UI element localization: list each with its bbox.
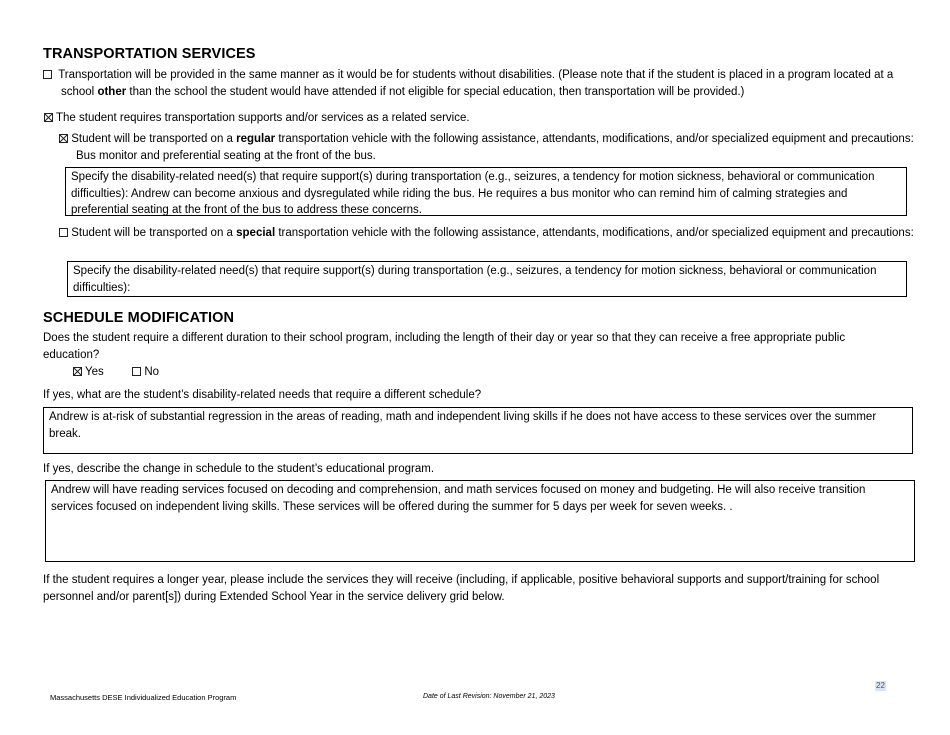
related-service-text: The student requires transportation supports and/or services as a related service.	[56, 112, 470, 124]
schedule-question: Does the student require a different duration to their school program, including the length of their day or year so that they can receive a free appropriate public education?	[43, 332, 846, 361]
same-manner-option	[43, 67, 911, 100]
same-manner-text-post: than the school the student would have attended if not eligible for special education, then transportation will be provided.)	[126, 85, 745, 98]
same-manner-text-pre: Transportation will be provided in the same manner as it would be for students without disabilities. (Please note that if the student is placed in a program located at a school	[58, 69, 894, 98]
regular-vehicle-needs-text: Specify the disability-related need(s) that require support(s) during transportation (e.g., seizures, a tendency for motion sickness, behavioral or communication difficulties): Andrew can become anxious and dysregulated while riding the bus. He requires a bus monitor who can remind him of calming strategies and preferential seating at the front of the bus to address these concerns.	[71, 171, 875, 216]
special-vehicle-text-pre: Student will be transported on a	[71, 227, 237, 239]
special-vehicle-needs-box[interactable]	[67, 261, 907, 297]
same-manner-text-bold: other	[97, 85, 127, 98]
no-checkbox[interactable]	[132, 367, 141, 376]
yes-checkbox[interactable]	[73, 367, 82, 376]
regular-vehicle-text-post: transportation vehicle with the following assistance, attendants, modifications, and/or specialized equipment and precautions: Bus monitor and preferential seating at the front of the bus.	[76, 133, 914, 162]
needs-prompt: If yes, what are the student’s disability-related needs that require a different schedule?	[43, 389, 482, 401]
yes-label: Yes	[85, 366, 104, 378]
no-label: No	[144, 366, 160, 378]
change-prompt: If yes, describe the change in schedule to the student’s educational program.	[43, 463, 435, 475]
special-vehicle-option	[59, 225, 918, 242]
regular-vehicle-needs-box[interactable]	[65, 167, 907, 216]
special-vehicle-needs-text: Specify the disability-related need(s) that require support(s) during transportation (e.g., seizures, a tendency for motion sickness, behavioral or communication difficulties):	[73, 265, 877, 294]
needs-answer-box[interactable]	[43, 407, 913, 454]
special-vehicle-text-post: transportation vehicle with the following assistance, attendants, modifications, and/or specialized equipment and precautions:	[275, 227, 914, 239]
schedule-heading: SCHEDULE MODIFICATION	[43, 310, 235, 326]
regular-vehicle-text-bold: regular	[236, 133, 276, 145]
related-service-option	[44, 110, 894, 127]
regular-vehicle-checkbox[interactable]	[59, 134, 68, 143]
change-answer-text: Andrew will have reading services focused on decoding and comprehension, and math services focused on money and budgeting. He will also receive transition services focused on independent living skills. These services will be offered during the summer for 5 days per week for seven weeks. .	[51, 484, 866, 513]
regular-vehicle-text-pre: Student will be transported on a	[71, 133, 237, 145]
needs-answer-text: Andrew is at-risk of substantial regression in the areas of reading, math and independent living skills if he does not have access to these services over the summer break.	[49, 411, 877, 440]
transportation-heading: TRANSPORTATION SERVICES	[43, 46, 256, 62]
longer-year-note: If the student requires a longer year, please include the services they will receive (including, if applicable, positive behavioral supports and support/training for school personnel and/or parent[s]) during Extended School Year in the service delivery grid below.	[43, 574, 880, 603]
same-manner-checkbox[interactable]	[43, 70, 52, 79]
footer-revision-date: Date of Last Revision: November 21, 2023	[423, 693, 555, 700]
special-vehicle-text-bold: special	[236, 227, 276, 239]
yes-no-options	[73, 364, 159, 381]
footer-program-title: Massachusetts DESE Individualized Education Program	[50, 693, 237, 702]
page-number: 22	[876, 681, 885, 690]
regular-vehicle-option	[59, 131, 918, 164]
special-vehicle-checkbox[interactable]	[59, 228, 68, 237]
change-answer-box[interactable]	[45, 480, 915, 562]
related-service-checkbox[interactable]	[44, 113, 53, 122]
